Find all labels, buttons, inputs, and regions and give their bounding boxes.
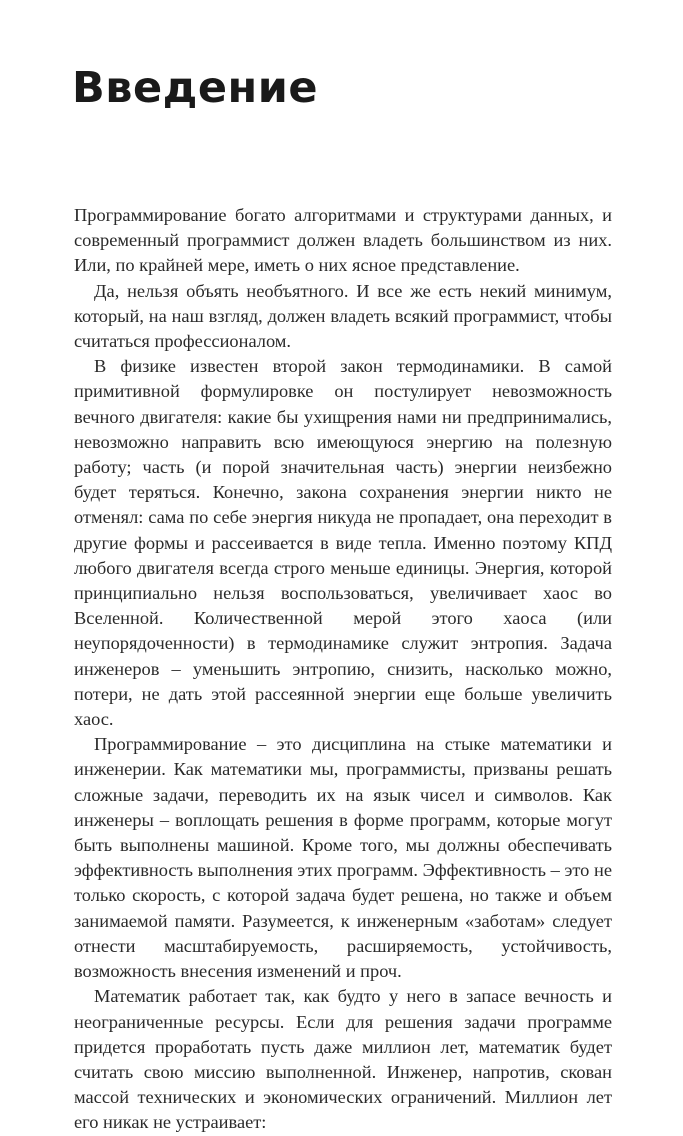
paragraph-3: В физике известен второй закон термодинамики. В самой примитивной формулировке он постулирует невозможность вечного двигателя: какие бы ухищрения нами ни предпринимались, невозможно направить всю имеющуюся энергию на полезную работу; часть (и порой значительная часть) энергии неизбежно будет теряться. Конечно, закона сохранения энергии никто не отменял: сама по себе энергия никуда не пропадает, она переходит в другие формы и рассеивается в виде тепла. Именно поэтому КПД любого двигателя всегда строго меньше единицы. Энергия, которой принципиально нельзя воспользоваться, увеличивает хаос во Вселенной. Количественной мерой этого хаоса (или неупорядоченности) в термодинамике служит энтропия. Задача инженеров – уменьшить энтропию, снизить, насколько можно, потери, не дать этой рассеянной энергии еще больше увеличить хаос.	[74, 356, 612, 730]
paragraph-4: Программирование – это дисциплина на стыке математики и инженерии. Как математики мы, программисты, призваны решать сложные задачи, переводить их на язык чисел и символов. Как инженеры – воплощать решения в форме программ, которые могут быть выполнены машиной. Кроме того, мы должны обеспечивать эффективность выполнения этих программ. Эффективность – это не только скорость, с которой задача будет решена, но также и объем занимаемой памяти. Разумеется, к инженерным «заботам» следует отнести масштабируемость, расширяемость, устойчивость, возможность внесения изменений и проч.	[74, 734, 612, 982]
chapter-body	[74, 203, 612, 1136]
chapter-title: Введение	[72, 63, 319, 113]
paragraph-5: Математик работает так, как будто у него в запасе вечность и неограниченные ресурсы. Если для решения задачи программе придется проработать пусть даже миллион лет, математик будет считать свою миссию выполненной. Инженер, напротив, скован массой технических и экономических ограничений. Миллион лет его никак не устраивает:	[74, 986, 612, 1133]
paragraph-2: Да, нельзя объять необъятного. И все же есть некий минимум, который, на наш взгляд, должен владеть всякий программист, чтобы считаться профессионалом.	[74, 280, 612, 352]
paragraph-1: Программирование богато алгоритмами и структурами данных, и современный программист должен владеть большинством из них. Или, по крайней мере, иметь о них ясное представление.	[74, 205, 612, 276]
